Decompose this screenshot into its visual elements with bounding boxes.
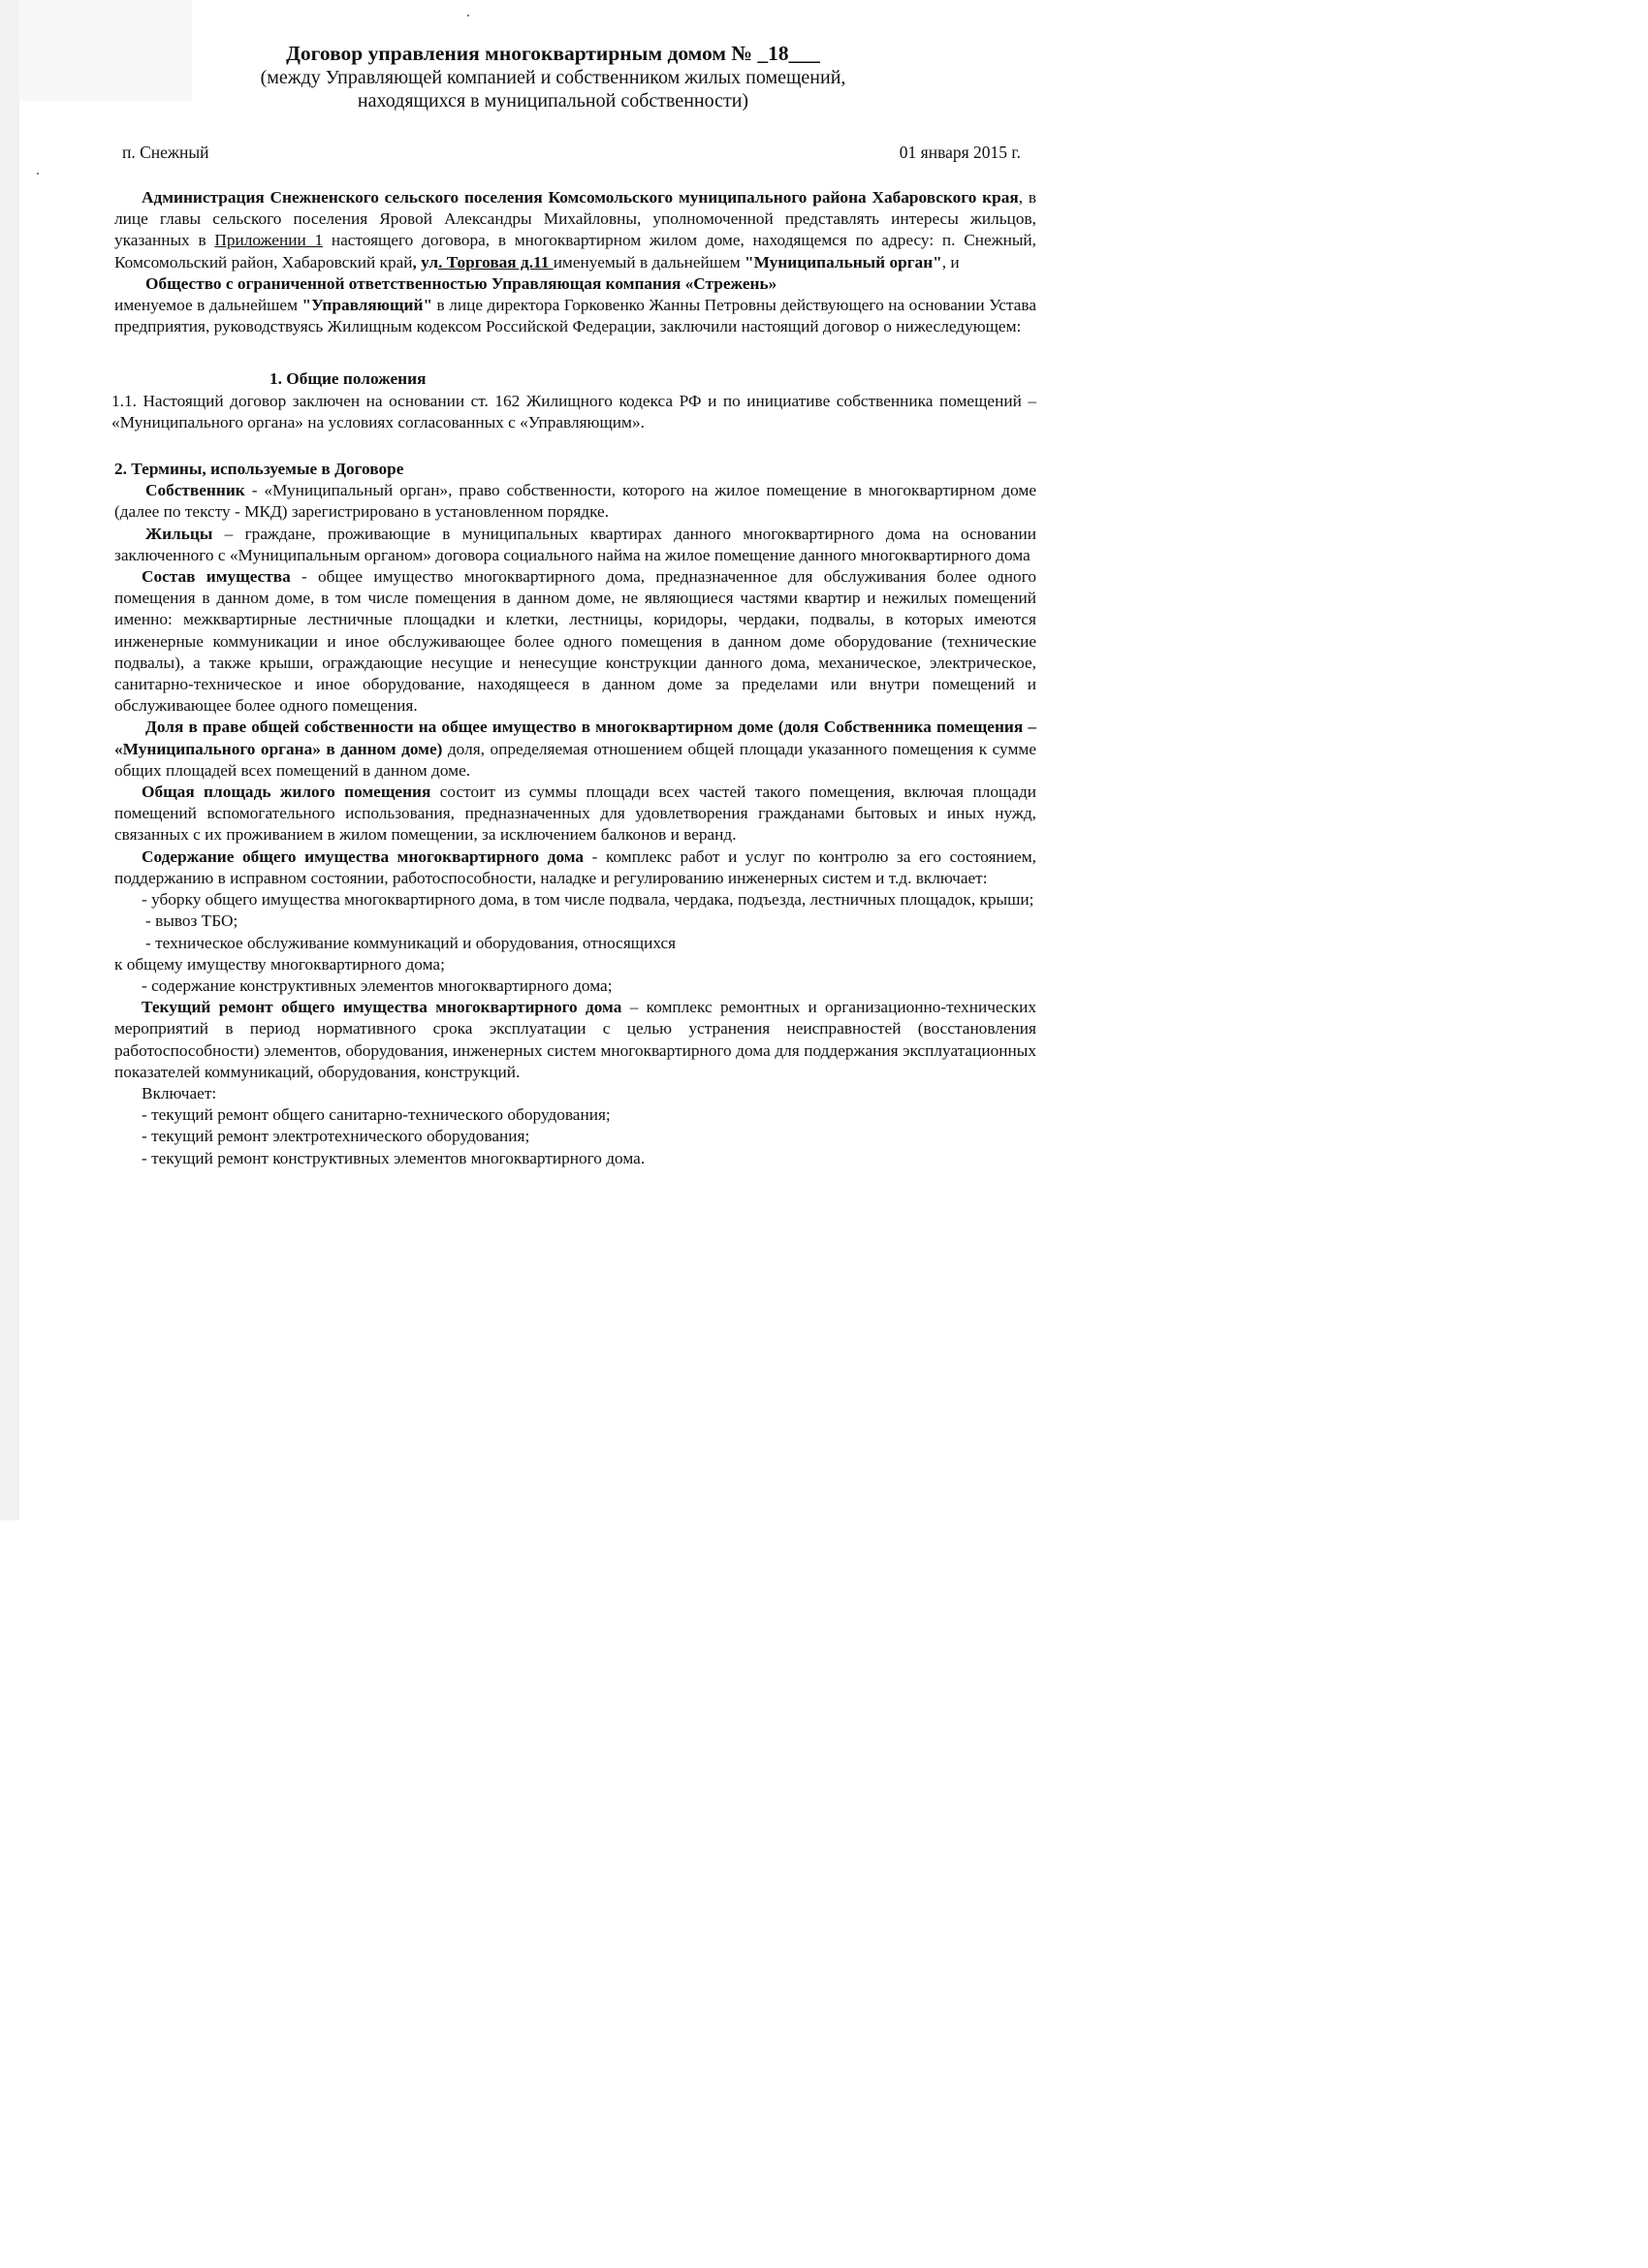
spacer bbox=[114, 433, 1036, 455]
maintenance-item: - содержание конструктивных элементов многоквартирного дома; bbox=[142, 975, 613, 995]
text-run: именуемый в дальнейшем bbox=[553, 252, 745, 272]
term-label: Собственник bbox=[145, 481, 245, 500]
preamble-party-2 bbox=[114, 273, 1036, 295]
term-definition: – граждане, проживающие в муниципальных квартирах данного многоквартирного дома на основании заключенного с «Муниципальным органом» договора социального найма на жилое помещение данного многоквартирного дома bbox=[114, 524, 1036, 564]
maintenance-item: - уборку общего имущества многоквартирного дома, в том числе подвала, чердака, подъезда, лестничных площадок, крыши; bbox=[142, 890, 1034, 910]
text-run: , и bbox=[941, 252, 960, 272]
term-current-repair bbox=[114, 997, 1036, 1083]
contract-date: 01 января 2015 г. bbox=[899, 143, 1021, 162]
preamble-party-1 bbox=[114, 187, 1036, 273]
party-2-name: Общество с ограниченной ответственностью Управляющая компания «Стрежень» bbox=[145, 273, 777, 293]
term-residents bbox=[114, 524, 1036, 566]
term-label: Жильцы bbox=[145, 524, 213, 543]
party-2-alias: "Управляющий" bbox=[301, 296, 433, 315]
repair-item: - текущий ремонт электротехнического оборудования; bbox=[142, 1127, 530, 1146]
spacer bbox=[114, 337, 1036, 359]
subtitle-line: (между Управляющей компанией и собственником жилых помещений, bbox=[260, 67, 846, 88]
text-run: настоящего договора, в многоквартирном жилом доме, находящемся по адресу: п. Снежный, Комсомольский район, Хабаровский край bbox=[114, 231, 1037, 272]
term-definition: доля, определяемая отношением общей площади указанного помещения к сумме общих площадей всех помещений в данном доме. bbox=[114, 739, 1036, 780]
document-body bbox=[111, 187, 1037, 1169]
term-label: Общая площадь жилого помещения bbox=[142, 783, 431, 802]
term-definition: - комплекс работ и услуг по контролю за его состоянием, поддержанию в исправном состоянии, работоспособности, наладке и регулированию инженерных систем и т.д. включает: bbox=[114, 847, 1036, 887]
term-owner bbox=[114, 480, 1036, 523]
maintenance-item-continued: к общему имуществу многоквартирного дома; bbox=[114, 954, 445, 974]
scan-speck bbox=[37, 173, 39, 175]
term-property bbox=[114, 566, 1036, 717]
term-definition: состоит из суммы площади всех частей такого помещения, включая площади помещений вспомогательного использования, предназначенных для удовлетворения гражданами бытовых и иных нужд, связанных с их проживанием в жилом помещении, за исключением балконов и веранд. bbox=[114, 783, 1036, 845]
contract-place: п. Снежный bbox=[122, 143, 209, 162]
term-definition: – комплекс ремонтных и организационно-технических мероприятий в период нормативного срока эксплуатации с целью устранения неисправностей (восстановления работоспособности) элементов, оборудования, инженерных систем многоквартирного дома для поддержания эксплуатационных показателей коммуникаций, оборудования, конструкций. bbox=[114, 998, 1036, 1081]
scan-speck bbox=[467, 15, 469, 16]
section-1-clause-1-1: 1.1. Настоящий договор заключен на основании ст. 162 Жилищного кодекса РФ и по инициативе собственника помещений – «Муниципального органа» на условиях согласованных с «Управляющим». bbox=[111, 391, 1036, 431]
repair-item: - текущий ремонт общего санитарно-технического оборудования; bbox=[142, 1105, 611, 1125]
section-2-heading: 2. Термины, используемые в Договоре bbox=[114, 460, 404, 479]
term-label: Доля в праве общей собственности на общее имущество в многоквартирном доме (доля Собственника помещения – «Муниципального органа» в данном доме) bbox=[114, 718, 1036, 758]
term-definition: - общее имущество многоквартирного дома, предназначенное для обслуживания более одного помещения в данном доме, в том числе помещения в данном доме, не являющиеся частями квартир и нежилых помещений именно: межквартирные лестничные площадки и клетки, лестницы, коридоры, чердаки, подвалы, в которых имеются инженерные коммуникации и иное обслуживающее более одного помещения в данном доме оборудование (технические подвалы), а также крыши, ограждающие несущие и ненесущие конструкции данного дома, механическое, электрическое, санитарно-техническое и иное оборудование, находящееся в данном доме за пределами или внутри помещений и обслуживающее более одного помещения. bbox=[114, 567, 1036, 716]
document-title: Договор управления многоквартирным домом № _18___ bbox=[286, 42, 820, 65]
maintenance-item: - вывоз ТБО; bbox=[145, 911, 238, 931]
term-share bbox=[114, 717, 1036, 782]
street-address: . Торговая д.11 bbox=[438, 252, 554, 272]
subtitle-line: находящихся в муниципальной собственности) bbox=[357, 90, 749, 112]
party-1-alias: "Муниципальный орган" bbox=[745, 252, 942, 272]
repair-item: - текущий ремонт конструктивных элементов многоквартирного дома. bbox=[142, 1148, 646, 1167]
document-page bbox=[0, 0, 1106, 1520]
party-1-name: Администрация Снежненского сельского поселения Комсомольского муниципального района Хабаровского края bbox=[142, 188, 1019, 207]
maintenance-item: - техническое обслуживание коммуникаций и оборудования, относящихся bbox=[145, 933, 677, 952]
appendix-link: Приложении 1 bbox=[214, 231, 324, 250]
term-definition: - «Муниципальный орган», право собственности, которого на жилое помещение в многоквартирном доме (далее по тексту - МКД) зарегистрировано в установленном порядке. bbox=[114, 481, 1036, 522]
term-living-area bbox=[114, 782, 1036, 847]
text-run: , в лице главы сельского поселения Яровой Александры Михайловны, уполномоченной представлять интересы жильцов, указанных в bbox=[114, 188, 1036, 250]
term-label: Состав имущества bbox=[142, 567, 291, 587]
section-1-heading: 1. Общие положения bbox=[269, 369, 427, 389]
spacer bbox=[114, 359, 1036, 368]
text-run: в лице директора Горковенко Жанны Петровны действующего на основании Устава предприятия, руководствуясь Жилищным кодексом Российской Федерации, заключили настоящий договор о нижеследующем: bbox=[114, 296, 1036, 336]
street-label: , ул bbox=[412, 252, 439, 272]
document-subtitle bbox=[0, 66, 1106, 112]
includes-label: Включает: bbox=[142, 1083, 217, 1102]
scan-margin-strip bbox=[0, 0, 19, 1520]
term-maintenance bbox=[114, 847, 1036, 889]
term-label: Текущий ремонт общего имущества многоквартирного дома bbox=[142, 998, 622, 1017]
preamble-party-2-details bbox=[114, 295, 1036, 337]
term-label: Содержание общего имущества многоквартирного дома bbox=[142, 847, 585, 866]
text-run: именуемое в дальнейшем bbox=[114, 296, 302, 315]
